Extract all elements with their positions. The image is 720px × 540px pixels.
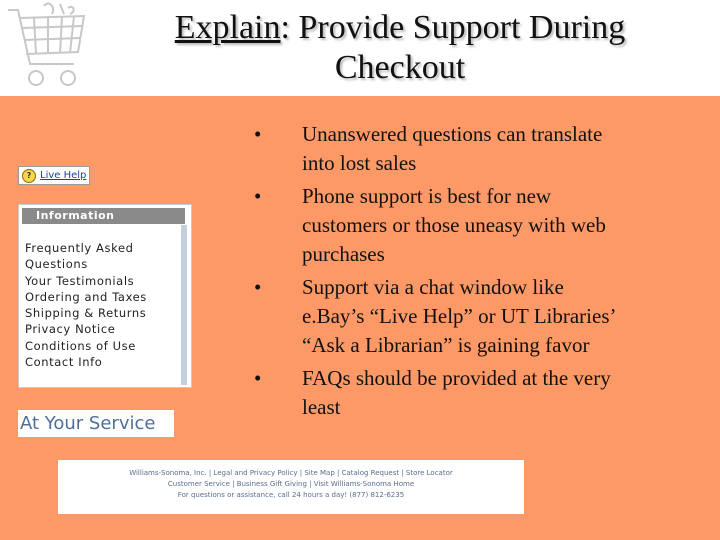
bullet-text: Phone support is best for new customers or those uneasy with web purchases — [302, 184, 606, 266]
title-rest: : Provide Support During — [280, 9, 626, 46]
information-panel-scrollbar[interactable] — [181, 225, 187, 385]
info-item-frequently-asked[interactable]: Frequently Asked — [25, 241, 134, 255]
live-help-button[interactable] — [18, 166, 90, 185]
shopping-cart-icon — [4, 2, 88, 94]
bullet-dot: • — [254, 122, 262, 146]
info-item-ordering-taxes[interactable]: Ordering and Taxes — [25, 289, 147, 304]
bullet-dot: • — [254, 184, 262, 208]
information-panel — [18, 204, 192, 388]
store-footer-screenshot — [58, 460, 524, 514]
footer-links-line1[interactable]: Williams-Sonoma, Inc. | Legal and Privacy Policy | Site Map | Catalog Request | Store Locator — [129, 469, 453, 477]
title-line2: Checkout — [334, 49, 466, 86]
info-item-contact-info[interactable]: Contact Info — [25, 355, 103, 370]
question-icon: ? — [22, 169, 36, 183]
information-panel-header: Information — [22, 208, 185, 224]
bullet-text: FAQs should be provided at the very least — [302, 366, 611, 419]
bullet-dot: • — [254, 275, 262, 299]
live-help-label: Live Help — [40, 170, 87, 181]
info-item-questions[interactable]: Questions — [25, 257, 88, 272]
info-item-testimonials[interactable]: Your Testimonials — [25, 273, 135, 288]
bullet-item — [248, 120, 618, 178]
title-underlined-word: Explain — [174, 9, 281, 46]
bullet-text: Unanswered questions can translate into lost sales — [302, 122, 603, 175]
info-item-conditions-of-use[interactable]: Conditions of Use — [25, 338, 136, 353]
bullet-item — [248, 273, 618, 360]
footer-links-line2[interactable]: Customer Service | Business Gift Giving | Visit Williams-Sonoma Home — [167, 480, 415, 488]
bullet-list — [248, 120, 618, 426]
slide-title — [100, 8, 700, 88]
footer-contact-line: For questions or assistance, call 24 hours a day! (877) 812-6235 — [177, 491, 405, 499]
info-item-privacy-notice[interactable]: Privacy Notice — [25, 322, 116, 337]
slide-header — [0, 0, 720, 96]
bullet-text: Support via a chat window like e.Bay’s “Live Help” or UT Libraries’ “Ask a Librarian” is gaining favor — [302, 275, 615, 357]
bullet-dot: • — [254, 366, 262, 390]
bullet-item — [248, 182, 618, 269]
information-list — [19, 224, 191, 370]
bullet-item — [248, 364, 618, 422]
info-item-shipping-returns[interactable]: Shipping & Returns — [25, 306, 147, 321]
at-your-service-banner: At Your Service — [18, 410, 174, 437]
